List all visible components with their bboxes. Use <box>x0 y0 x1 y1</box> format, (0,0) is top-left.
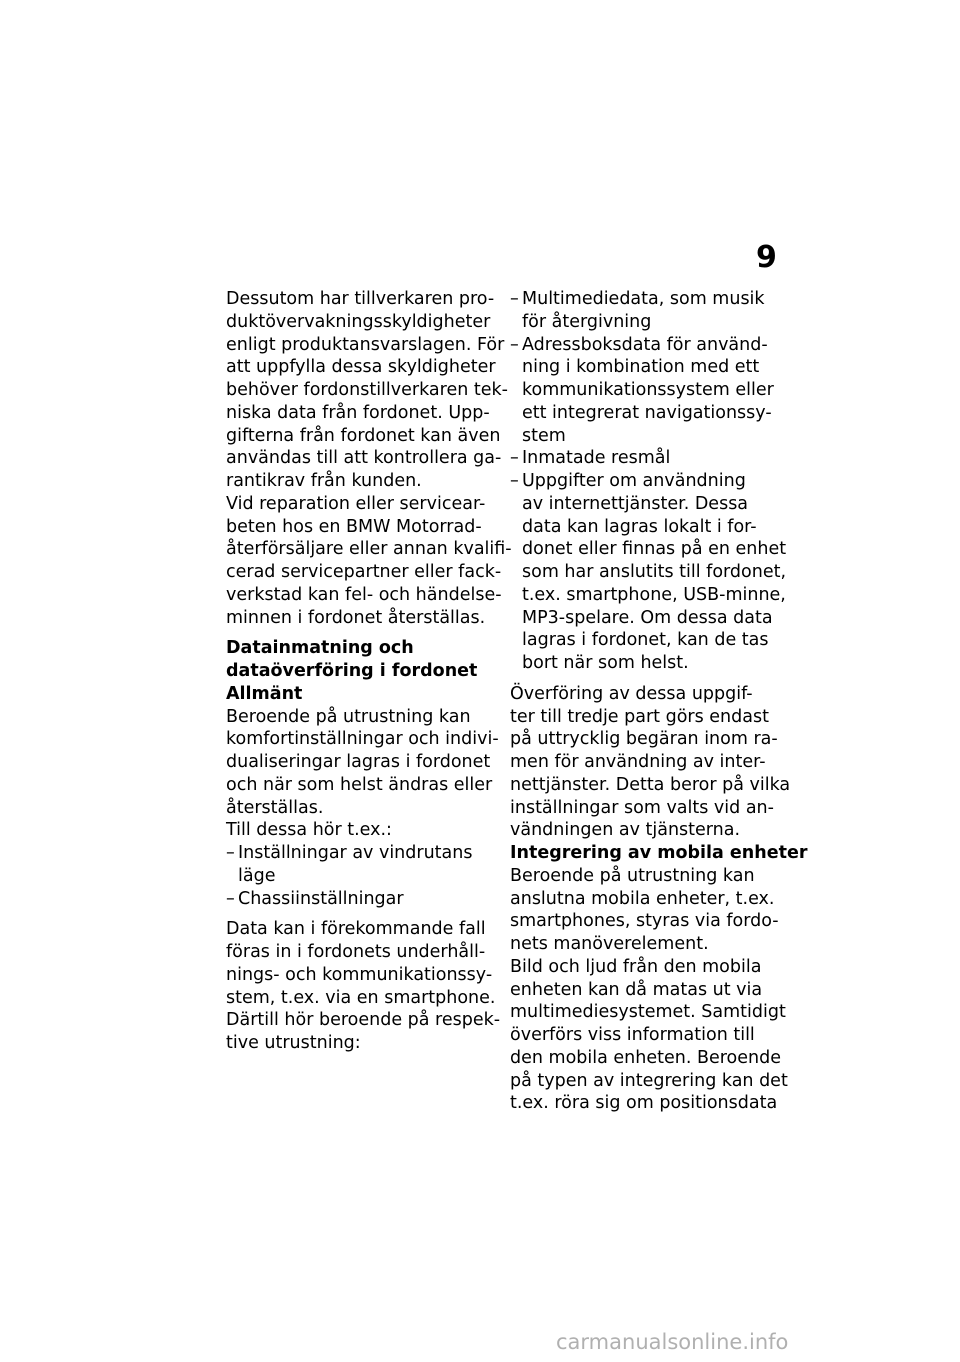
text-line: Beroende på utrustning kan <box>510 865 755 886</box>
text-line: Därtill hör beroende på respek- <box>226 1010 501 1031</box>
text-line: cerad servicepartner eller fack- <box>226 562 502 582</box>
list-item-continuation: ett integrerat navigationssy- <box>522 402 772 423</box>
text-line: multimediesystemet. Samtidigt <box>510 1002 786 1023</box>
paragraph-gap <box>510 675 788 683</box>
text-line: och när som helst ändras eller <box>226 774 493 795</box>
text-line: Dessutom har tillverkaren pro- <box>226 289 495 309</box>
list-item-continuation: bort när som helst. <box>522 653 689 673</box>
text-line: på typen av integrering kan det <box>510 1070 788 1091</box>
watermark-text: carmanualsonline.info <box>556 1330 789 1354</box>
list-item-text: Inställningar av vindrutans <box>238 843 473 863</box>
list-dash: – <box>510 289 519 309</box>
section-heading: Datainmatning och <box>226 638 414 659</box>
text-line: stem, t.ex. via en smartphone. <box>226 987 496 1008</box>
list-item-text: Adressboksdata för använd- <box>522 334 768 355</box>
paragraph-gap <box>226 629 494 637</box>
list-item-continuation: kommunikationssystem eller <box>522 380 774 400</box>
text-line: Vid reparation eller servicear- <box>226 493 486 514</box>
list-item-text: Uppgifter om användning <box>522 471 746 491</box>
list-dash: – <box>510 334 519 355</box>
list-item-continuation: lagras i fordonet, kan de tas <box>522 630 769 651</box>
paragraph-gap <box>226 910 494 918</box>
right-text-column <box>510 288 808 1115</box>
text-line: enheten kan då matas ut via <box>510 979 763 1000</box>
text-line: niska data från fordonet. Upp- <box>226 402 490 423</box>
text-line: beten hos en BMW Motorrad- <box>226 516 482 537</box>
list-dash: – <box>510 448 519 469</box>
list-item <box>226 888 494 911</box>
text-line: nettjänster. Detta beror på vilka <box>510 774 791 795</box>
text-line: återställas. <box>226 797 324 818</box>
section-heading: Integrering av mobila enheter <box>510 843 808 863</box>
text-line: Bild och ljud från den mobila <box>510 956 762 977</box>
text-line: Till dessa hör t.ex.: <box>226 820 392 841</box>
list-dash: – <box>510 471 519 491</box>
section-heading: dataöverföring i fordonet <box>226 661 478 681</box>
text-line: behöver fordonstillverkaren tek- <box>226 380 508 400</box>
list-item-text: Chassiinställningar <box>238 888 404 909</box>
list-item <box>510 334 788 357</box>
list-item <box>510 288 788 311</box>
text-line: den mobila enheten. Beroende <box>510 1047 781 1068</box>
text-line: Överföring av dessa uppgif- <box>510 683 753 704</box>
list-item-continuation: MP3-spelare. Om dessa data <box>522 607 773 628</box>
text-line: Beroende på utrustning kan <box>226 706 471 727</box>
text-line: vändningen av tjänsterna. <box>510 820 741 841</box>
text-line: ter till tredje part görs endast <box>510 706 769 727</box>
page-number: 9 <box>756 240 777 275</box>
text-line: dualiseringar lagras i fordonet <box>226 752 491 772</box>
list-item-continuation: för återgivning <box>522 311 652 332</box>
list-item <box>510 470 788 493</box>
text-line: duktövervakningsskyldigheter <box>226 311 491 332</box>
text-line: komfortinställningar och indivi- <box>226 729 499 750</box>
text-line: minnen i fordonet återställas. <box>226 607 486 628</box>
text-line: nets manöverelement. <box>510 934 709 954</box>
text-line: överförs viss information till <box>510 1025 755 1045</box>
text-line: smartphones, styras via fordo- <box>510 911 779 932</box>
text-line: men för användning av inter- <box>510 752 766 772</box>
list-item <box>226 842 494 865</box>
list-item-continuation: stem <box>522 425 566 446</box>
left-text-column <box>226 288 512 1055</box>
list-item-continuation: läge <box>238 865 276 886</box>
list-dash: – <box>226 888 235 909</box>
list-item-continuation: t.ex. smartphone, USB-minne, <box>522 584 786 605</box>
list-item-continuation: som har anslutits till fordonet, <box>522 562 787 582</box>
list-item <box>510 447 788 470</box>
text-line: föras in i fordonets underhåll- <box>226 942 486 962</box>
text-line: enligt produktansvarslagen. För <box>226 334 505 355</box>
list-item-continuation: ning i kombination med ett <box>522 357 760 378</box>
text-line: inställningar som valts vid an- <box>510 797 774 818</box>
list-item-continuation: av internettjänster. Dessa <box>522 493 749 514</box>
section-heading: Allmänt <box>226 683 303 704</box>
list-item-continuation: donet eller finnas på en enhet <box>522 539 787 560</box>
text-line: anslutna mobila enheter, t.ex. <box>510 888 775 909</box>
list-item-text: Inmatade resmål <box>522 448 671 469</box>
text-line: på uttrycklig begäran inom ra- <box>510 729 778 750</box>
text-line: att uppfylla dessa skyldigheter <box>226 357 496 378</box>
text-line: återförsäljare eller annan kvalifi- <box>226 539 512 560</box>
text-line: gifterna från fordonet kan även <box>226 425 501 446</box>
text-line: tive utrustning: <box>226 1033 361 1053</box>
text-line: verkstad kan fel- och händelse- <box>226 584 502 605</box>
text-line: Data kan i förekommande fall <box>226 919 486 940</box>
list-item-text: Multimediedata, som musik <box>522 289 765 309</box>
text-line: användas till att kontrollera ga- <box>226 448 502 469</box>
text-line: rantikrav från kunden. <box>226 471 422 491</box>
text-line: nings- och kommunikationssy- <box>226 964 493 985</box>
list-item-continuation: data kan lagras lokalt i for- <box>522 516 757 537</box>
list-dash: – <box>226 843 235 863</box>
text-line: t.ex. röra sig om positionsdata <box>510 1093 778 1114</box>
